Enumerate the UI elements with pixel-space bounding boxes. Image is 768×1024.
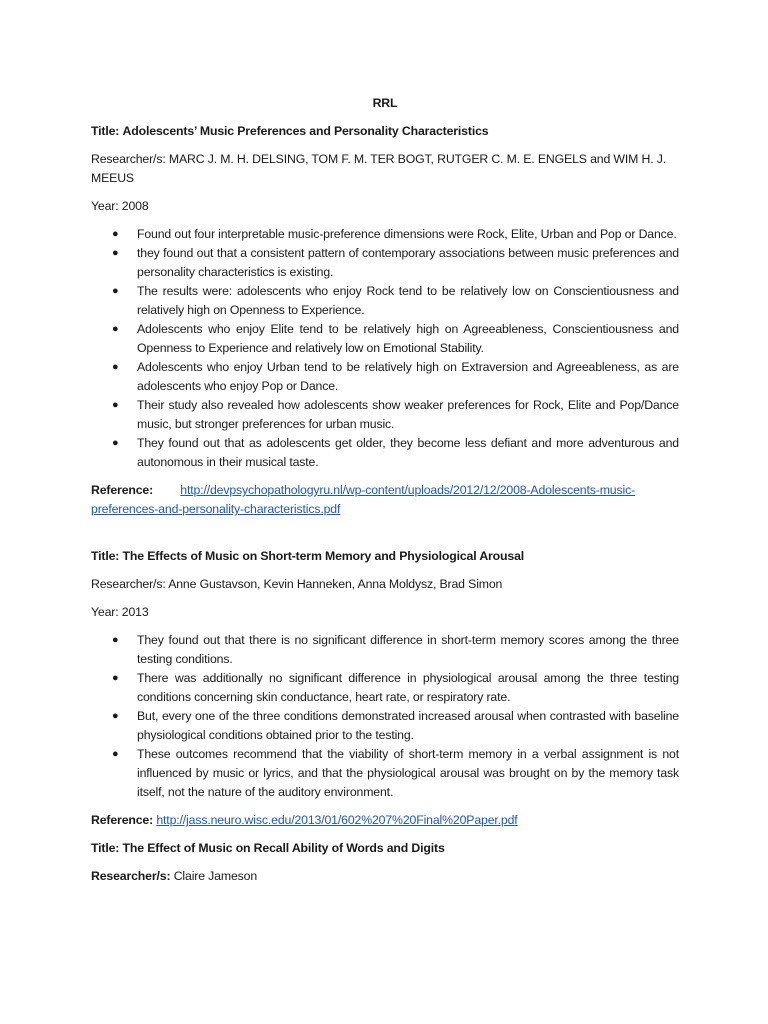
list-item: ● These outcomes recommend that the viability of short-term memory in a verbal assignment is not influenced by music or lyrics, and that the physiological arousal was brought on by the memory task itself, not the nature of the auditory environment. bbox=[112, 747, 679, 799]
bullet-icon: ● bbox=[112, 748, 119, 760]
bullet-icon: ● bbox=[112, 672, 119, 684]
researchers-label: Researcher/s: bbox=[91, 152, 166, 166]
list-item: ● They found out that there is no significant difference in short-term memory scores among the three testing conditions. bbox=[112, 633, 679, 666]
bullet-icon: ● bbox=[112, 634, 119, 646]
study1-title-line bbox=[91, 122, 679, 141]
section-gap bbox=[91, 528, 679, 547]
list-item: ● They found out that as adolescents get older, they become less defiant and more adventurous and autonomous in their musical taste. bbox=[112, 436, 679, 469]
list-item: ● they found out that a consistent pattern of contemporary associations between music preferences and personality characteristics is existing. bbox=[112, 246, 679, 279]
list-item: ● Their study also revealed how adolescents show weaker preferences for Rock, Elite and Pop/Dance music, but stronger preferences for urban music. bbox=[112, 398, 679, 431]
study2-reference-line bbox=[91, 811, 679, 830]
bullet-icon: ● bbox=[112, 361, 119, 373]
bullet-icon: ● bbox=[112, 710, 119, 722]
reference-label: Reference: bbox=[91, 483, 154, 497]
study1-year-line bbox=[91, 197, 679, 216]
list-item: ● Adolescents who enjoy Elite tend to be relatively high on Agreeableness, Conscientiousness and Openness to Experience and relatively low on Emotional Stability. bbox=[112, 322, 679, 355]
study1-researchers: MARC J. M. H. DELSING, TOM F. M. TER BOGT, RUTGER C. M. E. ENGELS and WIM H. J. MEEUS bbox=[91, 152, 667, 185]
study2-reference-link[interactable]: http://jass.neuro.wisc.edu/2013/01/602%207%20Final%20Paper.pdf bbox=[156, 813, 518, 827]
study3-title-line bbox=[91, 839, 679, 858]
study1-title: Adolescents’ Music Preferences and Personality Characteristics bbox=[122, 124, 489, 138]
bullet-icon: ● bbox=[112, 228, 119, 240]
year-label: Year: bbox=[91, 605, 119, 619]
study2-year: 2013 bbox=[121, 605, 149, 619]
page-heading: RRL bbox=[372, 96, 398, 110]
study1-researchers-line bbox=[91, 150, 679, 188]
study2-title: The Effects of Music on Short-term Memory and Physiological Arousal bbox=[122, 549, 525, 563]
bullet-icon: ● bbox=[112, 285, 119, 297]
study3-researchers: Claire Jameson bbox=[173, 869, 258, 883]
study2-year-line bbox=[91, 603, 679, 622]
researchers-label: Researcher/s: bbox=[91, 577, 166, 591]
title-label: Title: bbox=[91, 841, 120, 855]
study3-title: The Effect of Music on Recall Ability of Words and Digits bbox=[122, 841, 445, 855]
document-body bbox=[91, 94, 679, 895]
study2-researchers: Anne Gustavson, Kevin Hanneken, Anna Moldysz, Brad Simon bbox=[168, 577, 503, 591]
list-item: ● But, every one of the three conditions demonstrated increased arousal when contrasted with baseline physiological conditions obtained prior to the testing. bbox=[112, 709, 679, 742]
list-item: ● There was additionally no significant difference in physiological arousal among the three testing conditions concerning skin conductance, heart rate, or respiratory rate. bbox=[112, 671, 679, 704]
study3-researchers-line bbox=[91, 867, 679, 886]
list-item: ● The results were: adolescents who enjoy Rock tend to be relatively low on Conscientiousness and relatively high on Openness to Experience. bbox=[112, 284, 679, 317]
researchers-label: Researcher/s: bbox=[91, 869, 171, 883]
study2-title-line bbox=[91, 547, 679, 566]
study1-reference-line bbox=[91, 481, 679, 519]
study1-findings-list bbox=[91, 225, 679, 472]
study2-findings-list bbox=[91, 631, 679, 802]
bullet-icon: ● bbox=[112, 323, 119, 335]
title-label: Title: bbox=[91, 124, 120, 138]
year-label: Year: bbox=[91, 199, 119, 213]
list-item: ● Adolescents who enjoy Urban tend to be relatively high on Extraversion and Agreeableness, as are adolescents who enjoy Pop or Dance. bbox=[112, 360, 679, 393]
title-label: Title: bbox=[91, 549, 120, 563]
bullet-icon: ● bbox=[112, 399, 119, 411]
study1-reference-link[interactable]: http://devpsychopathologyru.nl/wp-content/uploads/2012/12/2008-Adolescents-music-preferences-and-personality-characteristics.pdf bbox=[91, 483, 636, 516]
bullet-icon: ● bbox=[112, 247, 119, 259]
list-item: ● Found out four interpretable music-preference dimensions were Rock, Elite, Urban and Pop or Dance. bbox=[91, 225, 679, 244]
reference-label: Reference: bbox=[91, 813, 154, 827]
bullet-icon: ● bbox=[112, 437, 119, 449]
study2-researchers-line bbox=[91, 575, 679, 594]
study1-year: 2008 bbox=[121, 199, 149, 213]
